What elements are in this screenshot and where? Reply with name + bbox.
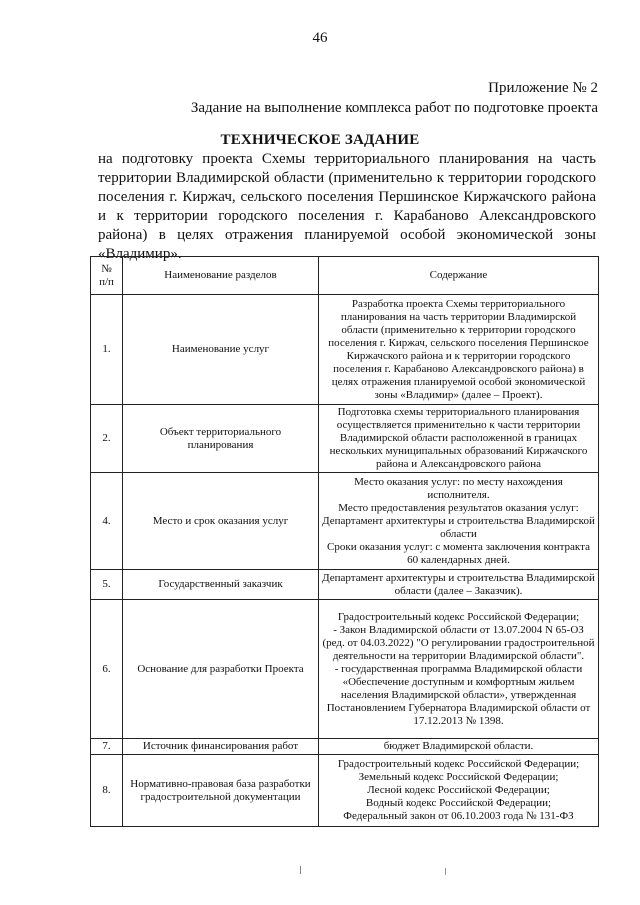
row-number: 2. [91, 405, 123, 473]
row-section-name: Источник финансирования работ [123, 739, 319, 755]
header-number-line1: № [101, 262, 112, 275]
document-title: ТЕХНИЧЕСКОЕ ЗАДАНИЕ [220, 132, 420, 148]
row-section-name: Наименование услуг [123, 295, 319, 405]
row-content [319, 600, 599, 739]
row-number: 5. [91, 570, 123, 600]
row-content [319, 405, 599, 473]
table-row [91, 405, 599, 473]
header-number [91, 257, 123, 295]
table-row [91, 473, 599, 570]
table-row [91, 570, 599, 600]
row-number: 6. [91, 600, 123, 739]
content-paragraph: Место предоставления результатов оказания услуг: Департамент архитектуры и строительства Владимирской области [322, 501, 595, 540]
content-paragraph: - Закон Владимирской области от 13.07.2004 N 65-ОЗ (ред. от 04.03.2022) "О регулировании градостроительной деятельности на территории Владимирской области". [322, 623, 595, 662]
row-section-name: Объект территориального планирования [123, 405, 319, 473]
table-header-row [91, 257, 599, 295]
row-section-name: Место и срок оказания услуг [123, 473, 319, 570]
content-paragraph: Департамент архитектуры и строительства Владимирской области (далее – Заказчик). [322, 571, 595, 597]
table-row [91, 755, 599, 827]
scan-mark [300, 866, 301, 874]
content-paragraph: Сроки оказания услуг: с момента заключения контракта 60 календарных дней. [327, 540, 590, 566]
header-number-line2: п/п [99, 275, 114, 288]
row-content [319, 295, 599, 405]
row-section-name: Государственный заказчик [123, 570, 319, 600]
row-content [319, 755, 599, 827]
scan-mark [445, 868, 446, 875]
row-number: 1. [91, 295, 123, 405]
content-paragraph: Градостроительный кодекс Российской Федерации; [337, 610, 580, 623]
content-paragraph: Место оказания услуг: по месту нахождения исполнителя. [354, 475, 563, 501]
row-section-name: Нормативно-правовая база разработки градостроительной документации [123, 755, 319, 827]
row-section-name: Основание для разработки Проекта [123, 600, 319, 739]
table-row [91, 600, 599, 739]
row-content [319, 570, 599, 600]
appendix-label: Приложение № 2 [488, 80, 598, 96]
header-section-name: Наименование разделов [123, 257, 319, 295]
document-subtitle: на подготовку проекта Схемы территориального планирования на часть территории Владимирской области (применительно к территории городского поселения г. Киржач, сельского поселения Першинское Киржачского района и к территории городского поселения г. Карабаново Александровского района) в целях отражения планируемой особой экономической зоны «Владимир». [98, 151, 596, 262]
content-paragraph: Подготовка схемы территориального планирования осуществляется применительно к части территории Владимирской области расположенной в границах нескольких муниципальных образований Киржачского района и Александровского района [329, 406, 588, 470]
content-paragraph: Разработка проекта Схемы территориального планирования на часть территории Владимирской области (применительно к территории городского поселения г. Киржач, сельского поселения Першинское Киржачского района и к территории городского поселения г. Карабаново Александровского района) в целях отражения планируемой особой экономической зоны «Владимир» (далее – Проект). [328, 297, 589, 401]
table-row [91, 295, 599, 405]
row-number: 7. [91, 739, 123, 755]
row-number: 8. [91, 755, 123, 827]
row-content [319, 739, 599, 755]
content-paragraph: Земельный кодекс Российской Федерации; [358, 771, 559, 783]
content-paragraph: Федеральный закон от 06.10.2003 года № 131-ФЗ [343, 810, 574, 822]
page-number: 46 [312, 30, 328, 46]
content-paragraph: - государственная программа Владимирской области «Обеспечение доступным и комфортным жильем населения Владимирской области», утвержденная Постановлением Губернатора Владимирской области от 17.12.2013 № 1398. [326, 662, 591, 727]
row-content [319, 473, 599, 570]
table-row [91, 739, 599, 755]
content-paragraph: Лесной кодекс Российской Федерации; [367, 784, 550, 796]
content-paragraph: Водный кодекс Российской Федерации; [365, 797, 552, 809]
row-number: 4. [91, 473, 123, 570]
content-paragraph: Градостроительный кодекс Российской Федерации; [337, 758, 580, 770]
task-description: Задание на выполнение комплекса работ по подготовке проекта [190, 100, 598, 116]
technical-task-table [90, 256, 599, 827]
header-content: Содержание [319, 257, 599, 295]
content-paragraph: бюджет Владимирской области. [383, 740, 534, 752]
